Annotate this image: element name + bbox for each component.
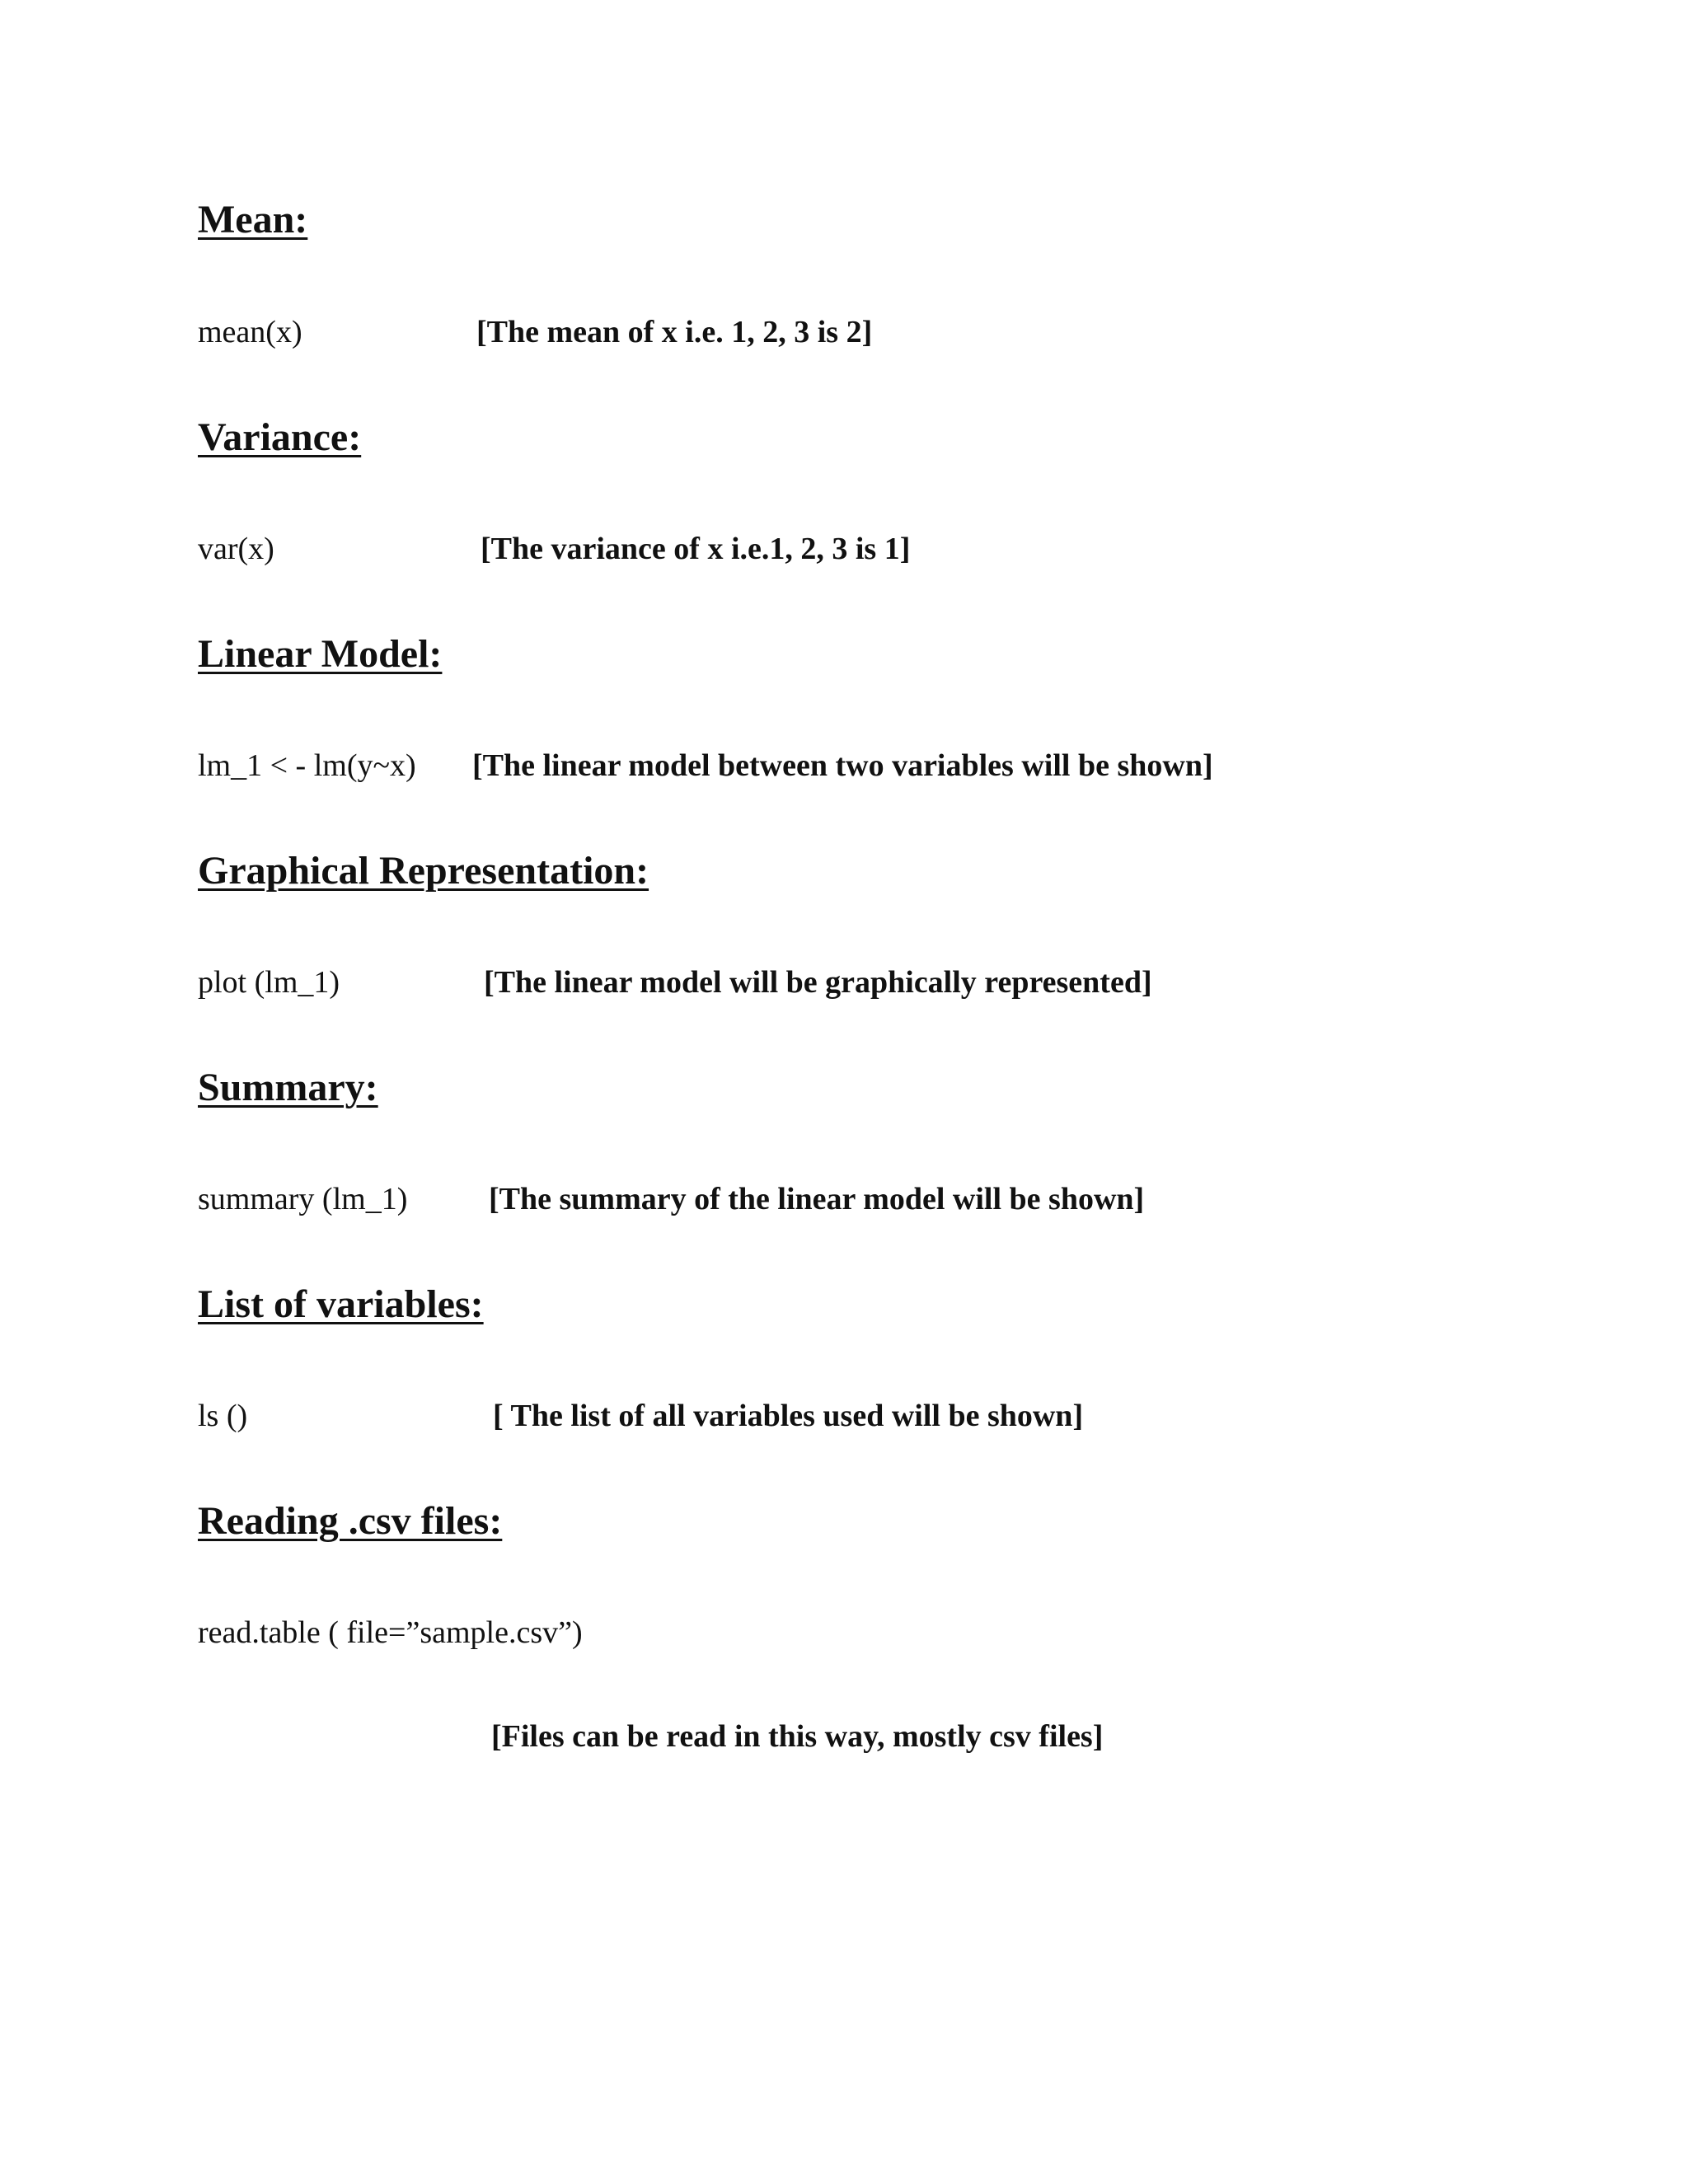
code-summary: summary (lm_1) <box>198 1182 408 1216</box>
description-reading-csv-files: [Files can be read in this way, mostly csv files] <box>491 1719 1104 1754</box>
code-mean: mean(x) <box>198 315 302 349</box>
section-heading-summary: Summary: <box>198 1066 378 1109</box>
section-heading-mean: Mean: <box>198 198 308 241</box>
section-heading-list-of-variables: List of variables: <box>198 1282 484 1326</box>
description-linear-model: [The linear model between two variables will be shown] <box>472 748 1213 783</box>
code-variance: var(x) <box>198 532 274 566</box>
description-list-of-variables: [ The list of all variables used will be shown] <box>493 1399 1084 1433</box>
section-heading-reading-csv-files: Reading .csv files: <box>198 1499 503 1543</box>
description-mean: [The mean of x i.e. 1, 2, 3 is 2] <box>476 315 873 349</box>
code-linear-model: lm_1 < - lm(y~x) <box>198 748 416 783</box>
description-variance: [The variance of x i.e.1, 2, 3 is 1] <box>481 532 911 566</box>
description-graphical-representation: [The linear model will be graphically represented] <box>484 965 1152 1000</box>
code-graphical-representation: plot (lm_1) <box>198 965 340 1000</box>
description-summary: [The summary of the linear model will be shown] <box>489 1182 1145 1216</box>
code-reading-csv-files: read.table ( file=”sample.csv”) <box>198 1615 583 1650</box>
section-heading-linear-model: Linear Model: <box>198 632 443 676</box>
section-heading-graphical-representation: Graphical Representation: <box>198 849 649 893</box>
code-list-of-variables: ls () <box>198 1399 248 1433</box>
section-heading-variance: Variance: <box>198 415 362 459</box>
